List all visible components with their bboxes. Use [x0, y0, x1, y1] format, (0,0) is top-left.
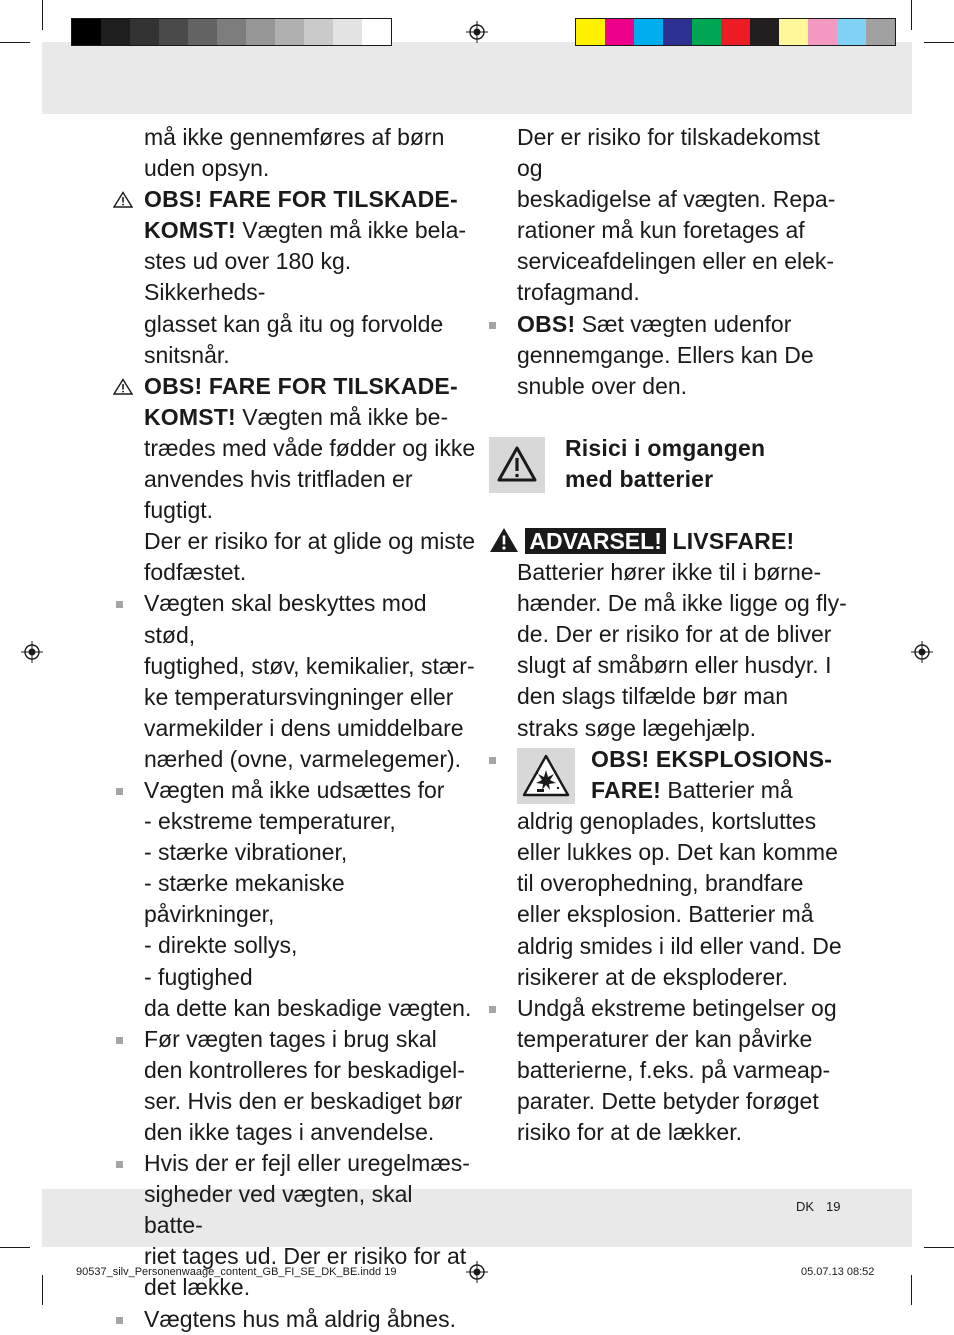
crop-mark — [924, 1247, 954, 1248]
text-line: anvendes hvis tritfladen er fugtigt. — [144, 466, 413, 524]
text-line: ser. Hvis den er beskadiget bør — [144, 1087, 463, 1114]
text-line: - fugtighed — [144, 963, 253, 990]
warning-triangle-icon — [489, 437, 545, 493]
heading-line: med batterier — [565, 466, 714, 493]
file-name: 90537_silv_Personenwaage_content_GB_FI_SE_DK_BE.indd 19 — [76, 1266, 397, 1278]
text-line: det lække. — [144, 1274, 251, 1301]
color-swatch — [362, 19, 391, 45]
warning-title: FARE! — [591, 777, 661, 804]
warning-title: OBS! — [517, 310, 576, 337]
text-line: temperaturer der kan påvirke — [517, 1025, 813, 1052]
color-swatch — [721, 19, 750, 45]
text-line: stes ud over 180 kg. Sikkerheds- — [144, 248, 352, 306]
text-line: batterierne, f.eks. på varmeap- — [517, 1056, 831, 1083]
color-swatch — [333, 19, 362, 45]
color-swatch — [304, 19, 333, 45]
color-swatch — [275, 19, 304, 45]
text-line: - ekstreme temperaturer, — [144, 808, 396, 835]
battery-warning — [489, 526, 849, 744]
intro-paragraph — [116, 122, 476, 184]
color-swatch — [692, 19, 721, 45]
crop-mark — [42, 1275, 43, 1305]
registration-mark-icon — [21, 641, 43, 663]
text-line: nærhed (ovne, varmelegemer). — [144, 745, 462, 772]
bullet-square-icon — [116, 601, 123, 608]
text-line: parater. Dette betyder forøget — [517, 1088, 819, 1115]
color-swatch — [188, 19, 217, 45]
bullet-square-icon — [489, 1006, 496, 1013]
bullet-item — [116, 775, 476, 1024]
text-line: Der er risiko for tilskadekomst og — [517, 124, 820, 182]
text-line: hænder. De må ikke ligge og fly- — [517, 590, 847, 617]
text-line: slugt af småbørn eller husdyr. I — [517, 652, 832, 679]
color-swatch — [837, 19, 866, 45]
text-line: sigheder ved vægten, skal batte- — [144, 1181, 413, 1239]
crop-mark — [42, 0, 43, 30]
text-line: aldrig genoplades, kortsluttes — [517, 808, 817, 835]
text-line: Vægtens hus må aldrig åbnes. — [144, 1305, 456, 1332]
text-line: må ikke gennemføres af børn — [144, 124, 445, 150]
color-swatch — [808, 19, 837, 45]
text-line: den kontrolleres for beskadigel- — [144, 1056, 465, 1083]
bullet-item — [489, 309, 849, 402]
header-band — [42, 42, 912, 114]
page-number: 19 — [826, 1199, 841, 1214]
color-swatch — [130, 19, 159, 45]
text-line: Vægten må ikke udsættes for — [144, 776, 445, 803]
text-line: de. Der er risiko for at de bliver — [517, 621, 832, 648]
text-line: eller eksplosion. Batterier må — [517, 901, 814, 928]
registration-mark-icon — [911, 641, 933, 663]
color-swatch — [576, 19, 605, 45]
warning-icon-box — [489, 437, 545, 493]
text-line: fugtighed, støv, kemikalier, stær- — [144, 652, 475, 679]
text-line: Før vægten tages i brug skal — [144, 1025, 437, 1052]
bullet-item — [116, 588, 476, 775]
text-line: da dette kan beskadige vægten. — [144, 994, 472, 1021]
text-line: varmekilder i dens umiddelbare — [144, 714, 464, 741]
text-line: risiko for at de lækker. — [517, 1119, 742, 1146]
warning-title: LIVSFARE! — [665, 528, 795, 554]
text-line: aldrig smides i ild eller vand. De — [517, 932, 842, 959]
text-line: Batterier må — [661, 777, 793, 804]
color-swatch — [663, 19, 692, 45]
text-line: snitsnår. — [144, 341, 230, 368]
heading-line: Risici i omgangen — [565, 435, 766, 461]
text-line: trofagmand. — [517, 279, 640, 306]
text-line: Der er risiko for at glide og miste — [144, 528, 476, 555]
text-line: gennemgange. Ellers kan De — [517, 341, 814, 368]
grayscale-color-bar — [71, 18, 392, 46]
text-line: Hvis der er fejl eller uregelmæs- — [144, 1150, 470, 1177]
text-line: - direkte sollys, — [144, 932, 298, 959]
right-column — [489, 122, 849, 402]
warning-title: OBS! EKSPLOSIONS- — [591, 746, 833, 772]
text-line: den slags tilfælde bør man — [517, 683, 789, 710]
continued-paragraph — [489, 122, 849, 309]
warning-title: KOMST! — [144, 217, 236, 244]
text-line: til overophedning, brandfare — [517, 870, 804, 897]
warning-title: KOMST! — [144, 403, 236, 430]
text-line: - stærke mekaniske påvirkninger, — [144, 870, 345, 928]
text-line: Vægten må ikke bela- — [235, 217, 467, 244]
bullet-item — [116, 1148, 476, 1303]
text-line: Sæt vægten udenfor — [575, 310, 792, 337]
left-column — [116, 122, 476, 1335]
color-swatch — [779, 19, 808, 45]
color-swatch — [159, 19, 188, 45]
text-line: Vægten skal beskyttes mod stød, — [144, 590, 427, 648]
warning-item — [116, 184, 476, 371]
text-line: fodfæstet. — [144, 559, 247, 586]
bullet-square-icon — [116, 1161, 123, 1168]
warning-triangle-icon — [113, 191, 133, 208]
color-swatch — [634, 19, 663, 45]
registration-mark-icon — [466, 21, 488, 43]
process-color-bar — [575, 18, 896, 46]
color-swatch — [605, 19, 634, 45]
crop-mark — [911, 1275, 912, 1305]
warning-title: OBS! FARE FOR TILSKADE- — [144, 186, 458, 213]
text-line: den ikke tages i anvendelse. — [144, 1119, 435, 1145]
color-swatch — [217, 19, 246, 45]
color-swatch — [866, 19, 895, 45]
color-swatch — [246, 19, 275, 45]
color-swatch — [101, 19, 130, 45]
text-line: eller lukkes op. Det kan komme — [517, 839, 838, 866]
text-line: - stærke vibrationer, — [144, 839, 348, 866]
warning-title: OBS! FARE FOR TILSKADE- — [144, 372, 458, 399]
text-line: straks søge lægehjælp. — [517, 714, 757, 741]
section-heading — [565, 433, 845, 495]
crop-mark — [924, 42, 954, 43]
text-line: snuble over den. — [517, 372, 688, 399]
bullet-square-icon — [489, 757, 496, 764]
warning-item — [116, 371, 476, 589]
text-line: serviceafdelingen eller en elek- — [517, 248, 835, 275]
color-swatch — [72, 19, 101, 45]
text-line: Vægten må ikke be- — [235, 403, 449, 430]
bullet-square-icon — [489, 322, 496, 329]
warning-triangle-icon — [113, 378, 133, 395]
text-line: rationer må kun foretages af — [517, 217, 805, 244]
warning-triangle-filled-icon — [489, 527, 519, 553]
bullet-square-icon — [116, 788, 123, 795]
text-line: trædes med våde fødder og ikke — [144, 434, 476, 461]
bullet-item — [116, 1024, 476, 1148]
text-line: risikerer at de eksploderer. — [517, 963, 789, 990]
text-line: Batterier hører ikke til i børne- — [517, 559, 822, 586]
text-line: glasset kan gå itu og forvolde — [144, 310, 444, 337]
crop-mark — [911, 0, 912, 30]
crop-mark — [0, 1247, 30, 1248]
bullet-item — [489, 993, 849, 1148]
text-line: uden opsyn. — [144, 155, 270, 182]
bullet-square-icon — [116, 1317, 123, 1324]
crop-mark — [0, 42, 30, 43]
language-code: DK — [796, 1199, 815, 1214]
bullet-square-icon — [116, 1037, 123, 1044]
text-line: Undgå ekstreme betingelser og — [517, 994, 837, 1021]
bullet-item — [116, 1304, 476, 1335]
explosion-item — [489, 744, 849, 1148]
advarsel-label: ADVARSEL! — [525, 528, 665, 554]
text-line: beskadigelse af vægten. Repa- — [517, 186, 836, 213]
text-line: riet tages ud. Der er risiko for at — [144, 1243, 467, 1270]
print-date: 05.07.13 08:52 — [801, 1266, 875, 1278]
text-line: ke temperatursvingninger eller — [144, 683, 454, 710]
color-swatch — [750, 19, 779, 45]
